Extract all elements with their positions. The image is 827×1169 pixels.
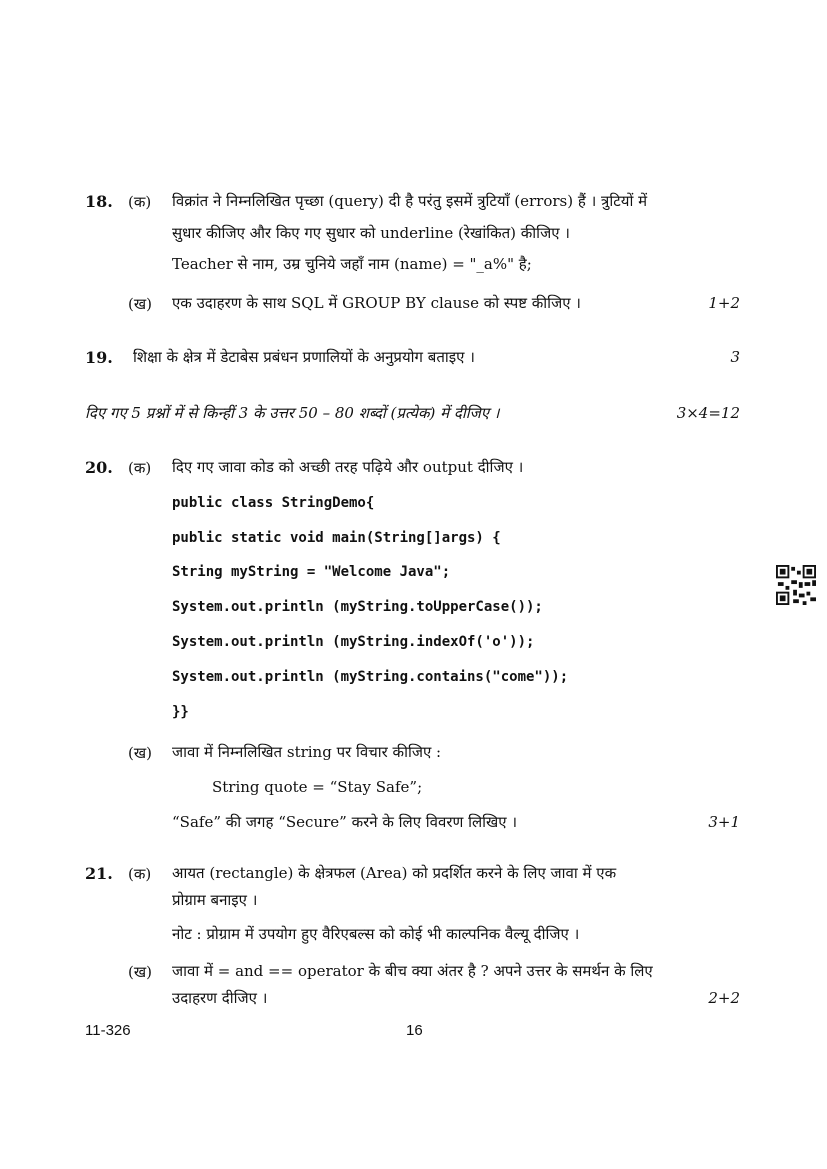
q20-b-label: (ख) <box>128 744 152 762</box>
code-line: System.out.println (myString.indexOf('o')); <box>172 634 535 650</box>
q21-a-line2: प्रोग्राम बनाइए । <box>172 891 258 909</box>
q20-b-line2: String quote = “Stay Safe”; <box>212 778 423 796</box>
section-instruction: दिए गए 5 प्रश्नों में से किन्हीं 3 के उत्तर 50 – 80 शब्दों (प्रत्येक) में दीजिए । <box>85 404 500 422</box>
q19-marks: 3 <box>730 348 740 366</box>
section-marks: 3×4=12 <box>676 404 740 422</box>
code-line: }} <box>172 704 189 720</box>
q21-marks: 2+2 <box>708 989 740 1007</box>
q20-marks: 3+1 <box>708 813 740 831</box>
q20-b-line1: जावा में निम्नलिखित string पर विचार कीजिए : <box>172 743 442 761</box>
q20-a-line1: दिए गए जावा कोड को अच्छी तरह पढ़िये और output दीजिए । <box>172 458 524 476</box>
q19-number: 19. <box>85 348 113 367</box>
q18-number: 18. <box>85 192 113 211</box>
page-number: 16 <box>406 1022 423 1039</box>
q18-b-line1: एक उदाहरण के साथ SQL में GROUP BY clause को स्पष्ट कीजिए । <box>172 294 581 312</box>
code-line: System.out.println (myString.toUpperCase()); <box>172 599 543 615</box>
q18-a-line1: विक्रांत ने निम्नलिखित पृच्छा (query) दी है परंतु इसमें त्रुटियाँ (errors) हैं । त्रुटियों में <box>172 192 648 210</box>
q20-b-line3: “Safe” की जगह “Secure” करने के लिए विवरण लिखिए । <box>172 813 518 831</box>
code-line: public class StringDemo{ <box>172 495 375 511</box>
q18-a-line2: सुधार कीजिए और किए गए सुधार को underline (रेखांकित) कीजिए । <box>172 224 570 242</box>
q20-a-label: (क) <box>128 459 152 477</box>
code-line: public static void main(String[]args) { <box>172 530 501 546</box>
q21-b-label: (ख) <box>128 963 152 981</box>
qr-code-icon <box>776 565 816 605</box>
q18-a-line3: Teacher से नाम, उम्र चुनिये जहाँ नाम (name) = "_a%" है; <box>172 255 532 273</box>
q21-a-label: (क) <box>128 865 152 883</box>
q18-b-label: (ख) <box>128 295 152 313</box>
q21-b-line1: जावा में = and == operator के बीच क्या अंतर है ? अपने उत्तर के समर्थन के लिए <box>172 962 653 980</box>
code-line: System.out.println (myString.contains("come")); <box>172 669 569 685</box>
q18-marks: 1+2 <box>708 294 740 312</box>
paper-code: 11-326 <box>85 1022 131 1039</box>
q18-a-label: (क) <box>128 193 152 211</box>
q20-number: 20. <box>85 458 113 477</box>
q21-b-line2: उदाहरण दीजिए । <box>172 989 268 1007</box>
q19-line1: शिक्षा के क्षेत्र में डेटाबेस प्रबंधन प्रणालियों के अनुप्रयोग बताइए । <box>133 348 475 366</box>
code-line: String myString = "Welcome Java"; <box>172 564 451 580</box>
q21-a-line3: नोट : प्रोग्राम में उपयोग हुए वैरिएबल्स को कोई भी काल्पनिक वैल्यू दीजिए । <box>172 925 580 943</box>
q21-a-line1: आयत (rectangle) के क्षेत्रफल (Area) को प्रदर्शित करने के लिए जावा में एक <box>172 864 617 882</box>
q21-number: 21. <box>85 864 113 883</box>
